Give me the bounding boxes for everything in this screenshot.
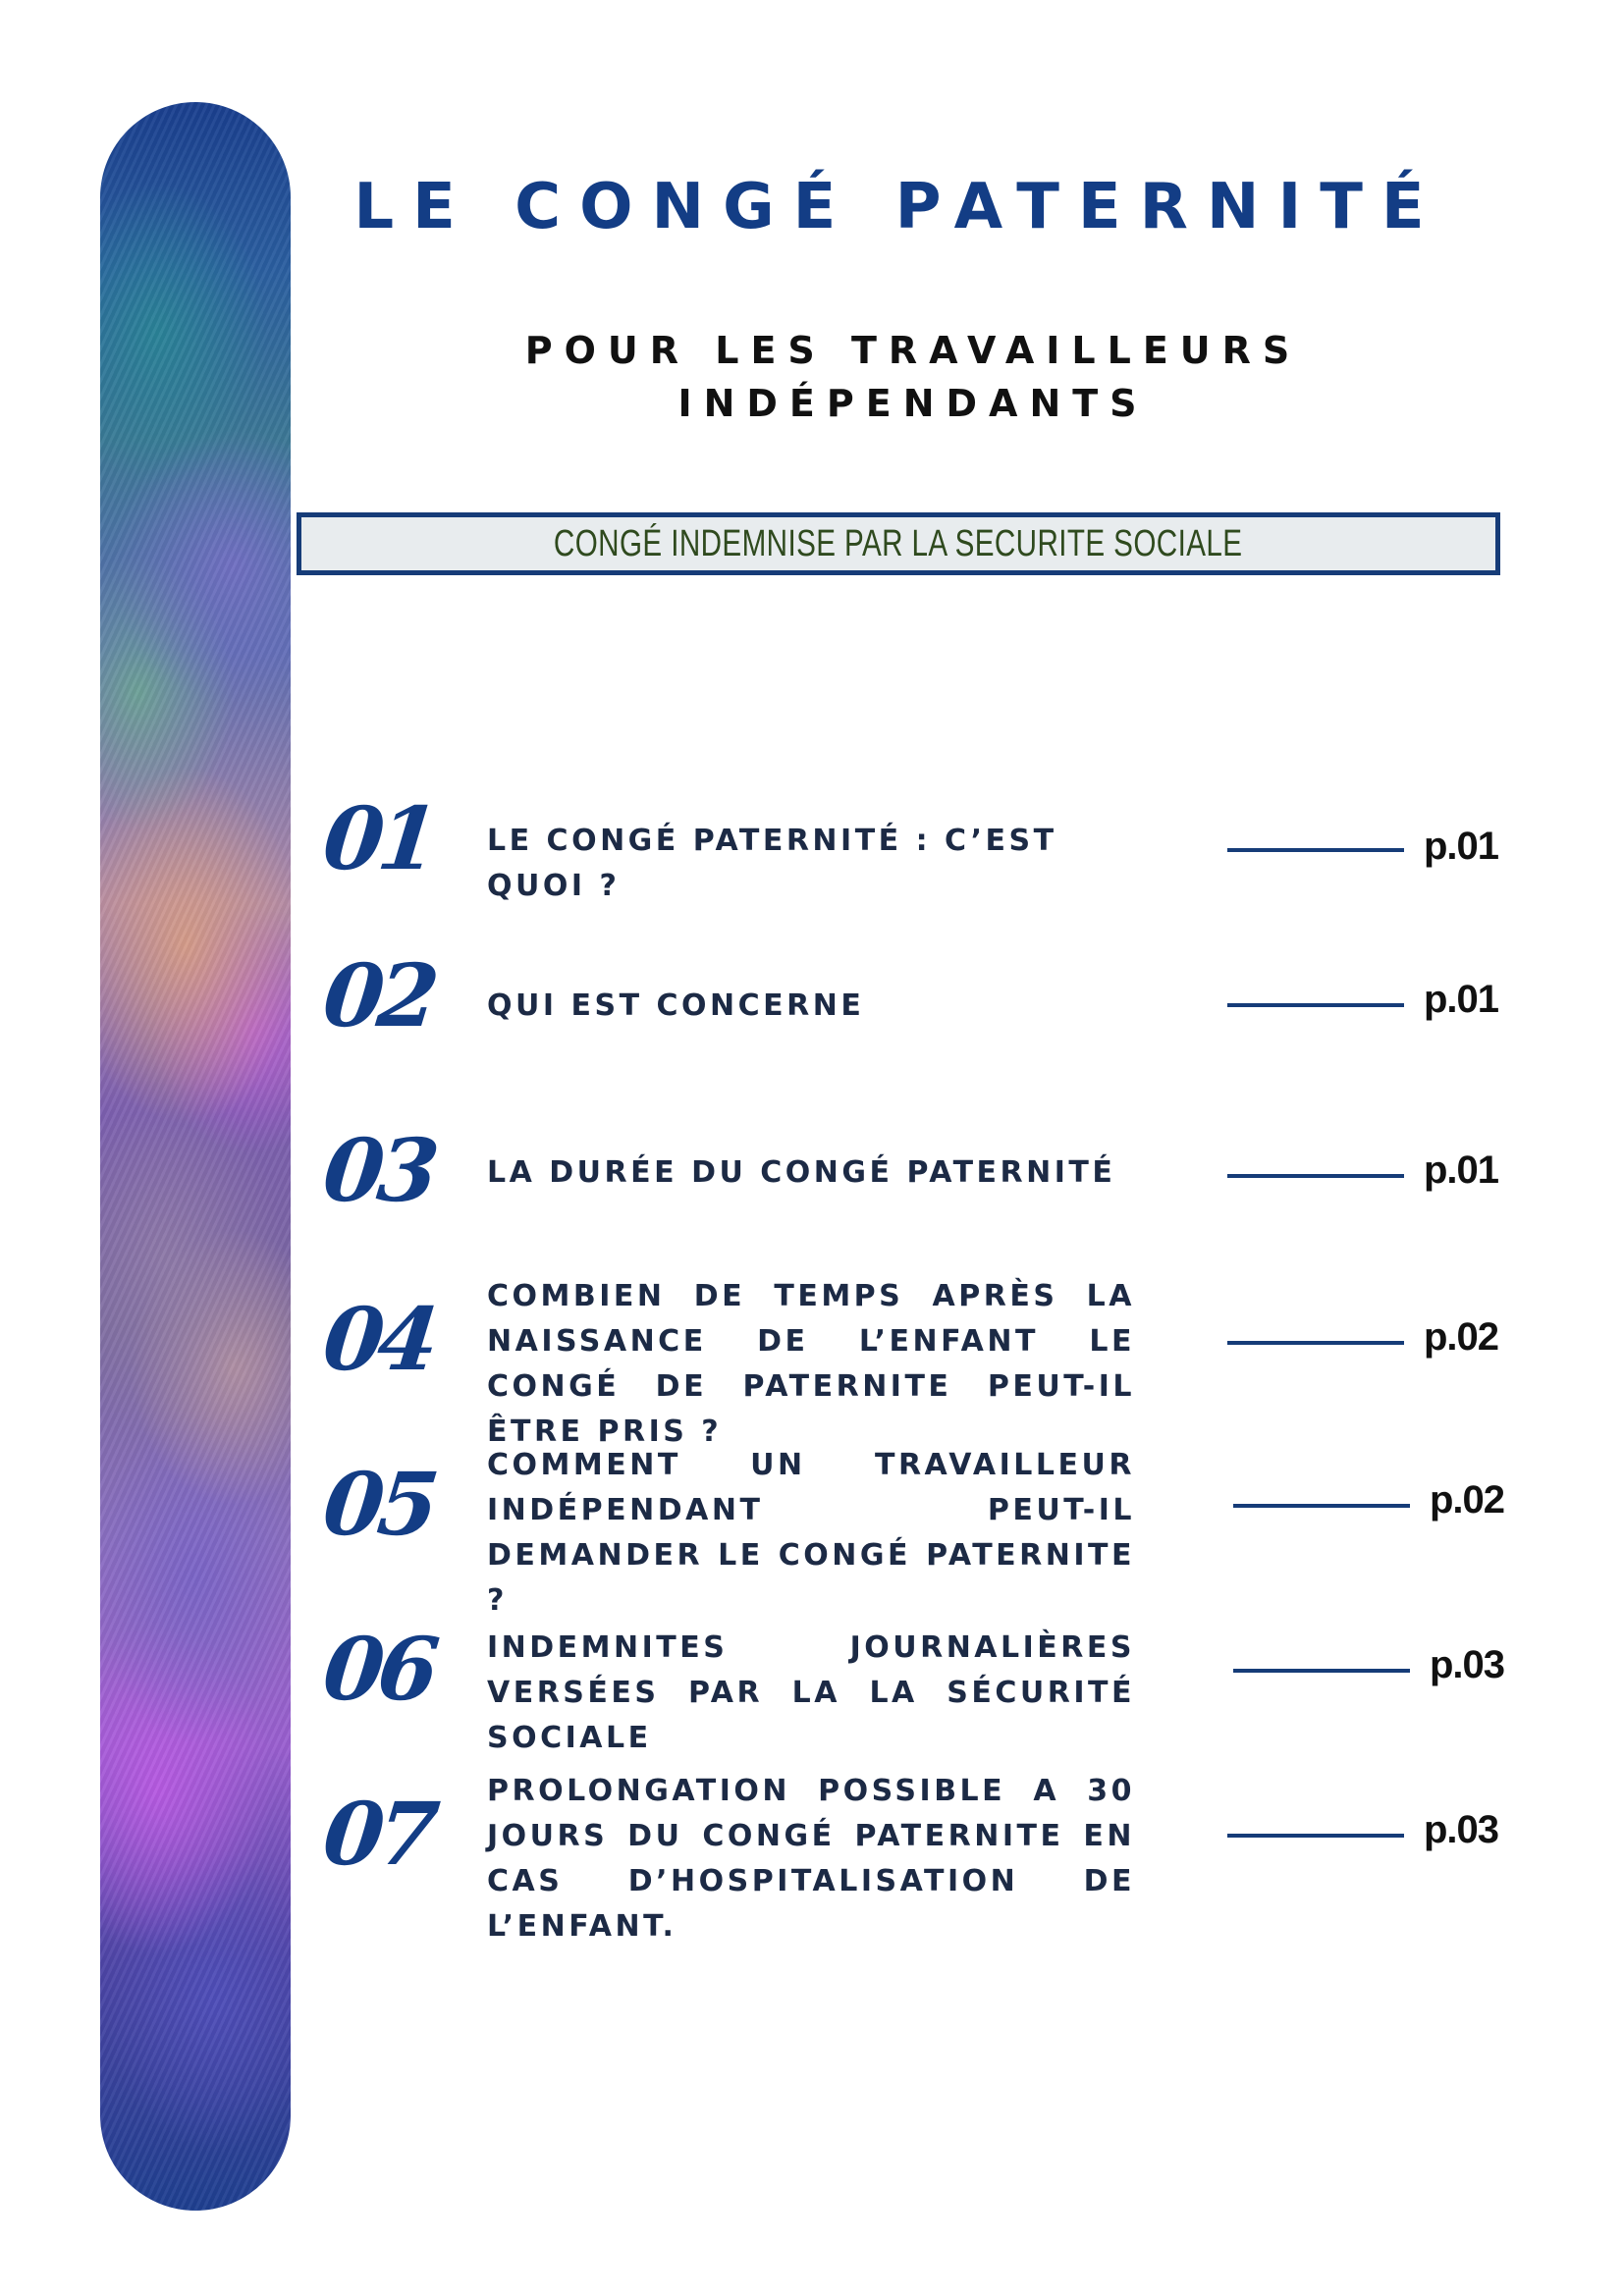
banner-text: CONGÉ INDEMNISE PAR LA SECURITE SOCIALE	[554, 522, 1243, 564]
toc-leader-line	[1227, 848, 1404, 852]
toc-label: INDEMNITES JOURNALIÈRES VERSÉES PAR LA LA SÉCURITÉ SOCIALE	[487, 1630, 1135, 1755]
toc-label: COMMENT UN TRAVAILLEUR INDÉPENDANT PEUT-IL DEMANDER LE CONGÉ PATERNITE ?	[487, 1448, 1135, 1618]
toc-page-number: p.02	[1424, 1315, 1499, 1359]
toc-label: COMBIEN DE TEMPS APRÈS LA NAISSANCE DE L’ENFANT LE CONGÉ DE PATERNITE PEUT-IL ÊTRE PRIS ?	[487, 1279, 1135, 1449]
toc-label: LE CONGÉ PATERNITÉ : C’EST QUOI ?	[487, 824, 1057, 903]
toc-page-number: p.01	[1424, 978, 1499, 1021]
toc-leader-line	[1227, 1834, 1404, 1838]
page-title: LE CONGÉ PATERNITÉ	[353, 171, 1443, 243]
toc-label: PROLONGATION POSSIBLE A 30 JOURS DU CONGÉ PATERNITE EN CAS D’HOSPITALISATION DE L’ENFANT.	[487, 1774, 1135, 1944]
toc-label: LA DURÉE DU CONGÉ PATERNITÉ	[487, 1155, 1116, 1190]
toc-leader-line	[1233, 1504, 1410, 1508]
toc-leader-line	[1227, 1341, 1404, 1345]
toc-page-number: p.01	[1424, 1148, 1499, 1192]
decorative-gradient-band	[100, 102, 291, 2211]
toc-number: 01	[318, 787, 438, 889]
info-banner	[297, 512, 1500, 575]
toc-number: 02	[318, 944, 438, 1046]
toc-leader-line	[1227, 1174, 1404, 1178]
toc-number: 05	[318, 1453, 438, 1555]
toc-label: QUI EST CONCERNE	[487, 988, 865, 1023]
subtitle-line-1: POUR LES TRAVAILLEURS	[524, 329, 1302, 372]
toc-page-number: p.03	[1424, 1808, 1499, 1851]
toc-page-number: p.02	[1430, 1478, 1505, 1522]
toc-leader-line	[1227, 1003, 1404, 1007]
toc-number: 03	[318, 1119, 438, 1221]
subtitle-line-2: INDÉPENDANTS	[677, 382, 1149, 425]
toc-leader-line	[1233, 1669, 1410, 1673]
toc-number: 07	[318, 1783, 438, 1885]
toc-number: 06	[318, 1618, 438, 1720]
toc-page-number: p.01	[1424, 825, 1499, 868]
page-subtitle	[432, 324, 1394, 430]
toc-number: 04	[318, 1288, 438, 1390]
toc-page-number: p.03	[1430, 1643, 1505, 1686]
